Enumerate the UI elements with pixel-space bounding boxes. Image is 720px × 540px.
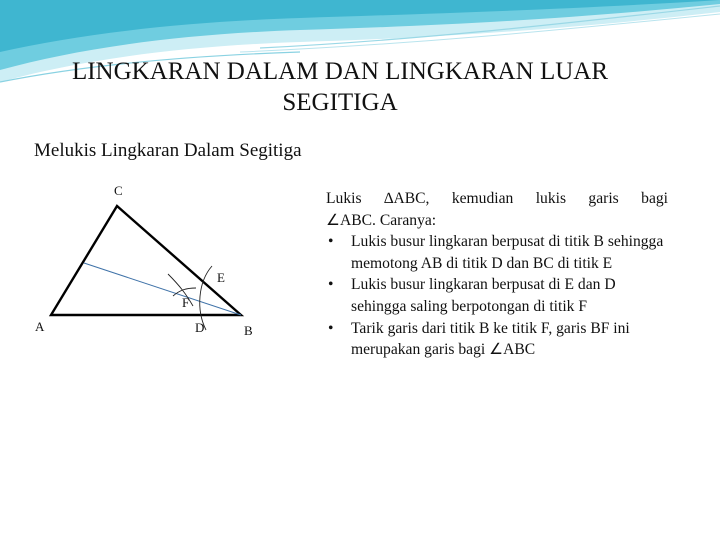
- triangle-abc: [51, 206, 241, 315]
- intro-line-2: ∠ABC. Caranya:: [326, 211, 437, 229]
- steps-list: [326, 231, 668, 361]
- label-d: D: [195, 320, 205, 335]
- section-subtitle: Melukis Lingkaran Dalam Segitiga: [34, 140, 302, 161]
- label-b: B: [244, 323, 253, 338]
- step-text: Lukis busur lingkaran berpusat di E dan D sehingga saling berpotongan di titik F: [351, 276, 616, 315]
- step-text: Tarik garis dari titik B ke titik F, garis BF ini merupakan garis bagi ∠ABC: [351, 319, 630, 359]
- page-title: LINGKARAN DALAM DAN LINGKARAN LUAR SEGITIGA: [71, 58, 609, 116]
- intro-line-1: Lukis ∆ABC, kemudian lukis garis bagi: [326, 190, 668, 207]
- list-item: [326, 274, 668, 317]
- label-c: C: [114, 183, 123, 198]
- list-item: [326, 318, 668, 361]
- triangle-construction-figure: [0, 170, 320, 350]
- list-item: [326, 231, 668, 274]
- explanation-text: [326, 188, 668, 361]
- arc-from-d: [168, 274, 193, 306]
- bullet: •: [328, 319, 334, 337]
- step-text: Lukis busur lingkaran berpusat di titik B sehingga memotong AB di titik D dan BC di titik E: [351, 233, 664, 272]
- label-a: A: [35, 319, 45, 334]
- bullet: •: [328, 276, 334, 294]
- bullet: •: [328, 233, 334, 251]
- label-f: F: [182, 295, 190, 310]
- label-e: E: [217, 270, 225, 285]
